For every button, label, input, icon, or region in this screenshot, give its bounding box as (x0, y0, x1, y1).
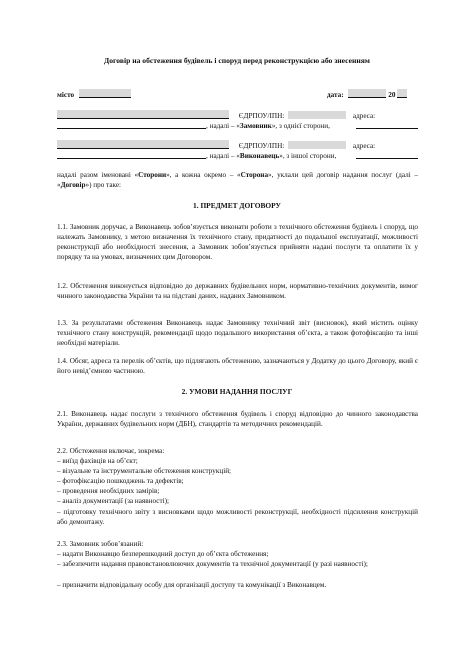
party2-address-label: адреса: (352, 142, 376, 150)
city-label: місто (57, 91, 75, 99)
intro-paragraph: надалі разом іменовані «Сторони», а кожна окремо – «Сторона», уклали цей договір надання послуг (далі – «Договір») про таке: (57, 171, 418, 189)
clause-2-1: 2.1. Виконавець надає послуги з технічного обстеження будівель і споруд відповідно до чинного законодавства України, державних будівельних норм (ДБН), стандартів та методичних рекомендацій. (57, 410, 418, 428)
year-field[interactable] (397, 89, 407, 98)
party2-role-prefix: , надалі – « (206, 152, 240, 160)
party1-rep-field[interactable] (57, 120, 206, 129)
clause-2-2-item: – фотофіксацію пошкоджень та дефектів; (57, 477, 184, 485)
clause-2-3-c: – призначити відповідальну особу для організації доступу та комунікації з Виконавцем. (57, 581, 327, 589)
clause-2-2-item: – виїзд фахівців на об’єкт; (57, 457, 138, 465)
city-line (57, 89, 131, 100)
party1-role: Замовник (239, 122, 272, 130)
party1-address-label: адреса: (352, 112, 376, 120)
clause-2-2-item: – аналіз документації (за наявності); (57, 497, 169, 505)
party1-line2 (57, 120, 330, 131)
clause-2-2-item: – проведення необхідних замірів; (57, 487, 160, 495)
party2-role: Виконавець (239, 152, 280, 160)
document-title: Договір на обстеження будівель і споруд перед реконструкцією або знесенням (104, 56, 370, 65)
clause-1-3: 1.3. За результатами обстеження Виконавець надає Замовнику технічний звіт (висновок), який містить оцінку технічного стану конструкцій, рекомендації щодо подальшого використання об’єкта, а також фотофіксацію та інші необхідні матеріали. (57, 319, 418, 347)
party2-edrpou-label: ЄДРПОУ/ІПН: (238, 142, 285, 150)
clause-2-3-b: – забезпечити надання правовстановлюючих документів та технічної документації (у разі наявності); (57, 560, 368, 568)
party2-line2 (57, 150, 336, 161)
party1-role-suffix: », з однієї сторони, (271, 122, 330, 130)
party2-address-field[interactable] (356, 150, 418, 159)
clause-2-2-last: – підготовку технічного звіту з висновками щодо можливості реконструкції, необхідності підсилення конструкцій або демонтажу. (57, 508, 418, 526)
party1-edrpou-field[interactable] (288, 111, 346, 119)
section1-heading: 1. ПРЕДМЕТ ДОГОВОРУ (193, 201, 281, 210)
party2-address-field-wrap (356, 150, 418, 161)
city-field[interactable] (79, 89, 131, 98)
clause-2-2-item: – візуальне та інструментальне обстеження конструкцій; (57, 467, 232, 475)
clause-1-4: 1.4. Обсяг, адреса та перелік об’єктів, що підлягають обстеженню, зазначаються у Додатку до цього Договору, який є його невід’ємною частиною. (57, 357, 418, 375)
clause-2-3-a: – надати Виконавцю безперешкодний доступ до об’єкта обстеження; (57, 550, 269, 558)
date-line (327, 89, 407, 100)
party1-name-field[interactable] (57, 110, 229, 119)
date-field[interactable] (348, 89, 386, 98)
clause-1-2: 1.2. Обстеження виконується відповідно до державних будівельних норм, нормативно-технічних документів, вимог чинного законодавства України та на підставі даних, наданих Замовником. (57, 282, 418, 300)
party2-rep-field[interactable] (57, 150, 206, 159)
party2-name-field[interactable] (57, 140, 229, 149)
date-label: дата: (327, 91, 344, 99)
clause-1-1: 1.1. Замовник доручає, а Виконавець зобов’язується виконати роботи з технічного обстеження будівель і споруд, що належать Замовнику, з метою визначення їх технічного стану, придатності до подальшої експлуатації, можливості реконструкції або необхідності знесення, а Замовник зобов’язується прийняти надані послуги та оплатити їх у порядку та на умовах, визначених цим Договором. (57, 223, 418, 261)
party1-edrpou-label: ЄДРПОУ/ІПН: (238, 112, 285, 120)
party2-edrpou-field[interactable] (288, 141, 346, 149)
year-prefix: 20 (388, 91, 396, 99)
party1-address-field-wrap (356, 120, 418, 131)
party1-address-field[interactable] (356, 120, 418, 129)
party1-role-prefix: , надалі – « (206, 122, 240, 130)
clause-2-2-intro: 2.2. Обстеження включає, зокрема: (57, 447, 165, 455)
party2-role-suffix: », з іншої сторони, (279, 152, 337, 160)
clause-2-3-intro: 2.3. Замовник зобов’язаний: (57, 540, 144, 548)
section2-heading: 2. УМОВИ НАДАННЯ ПОСЛУГ (181, 387, 293, 396)
